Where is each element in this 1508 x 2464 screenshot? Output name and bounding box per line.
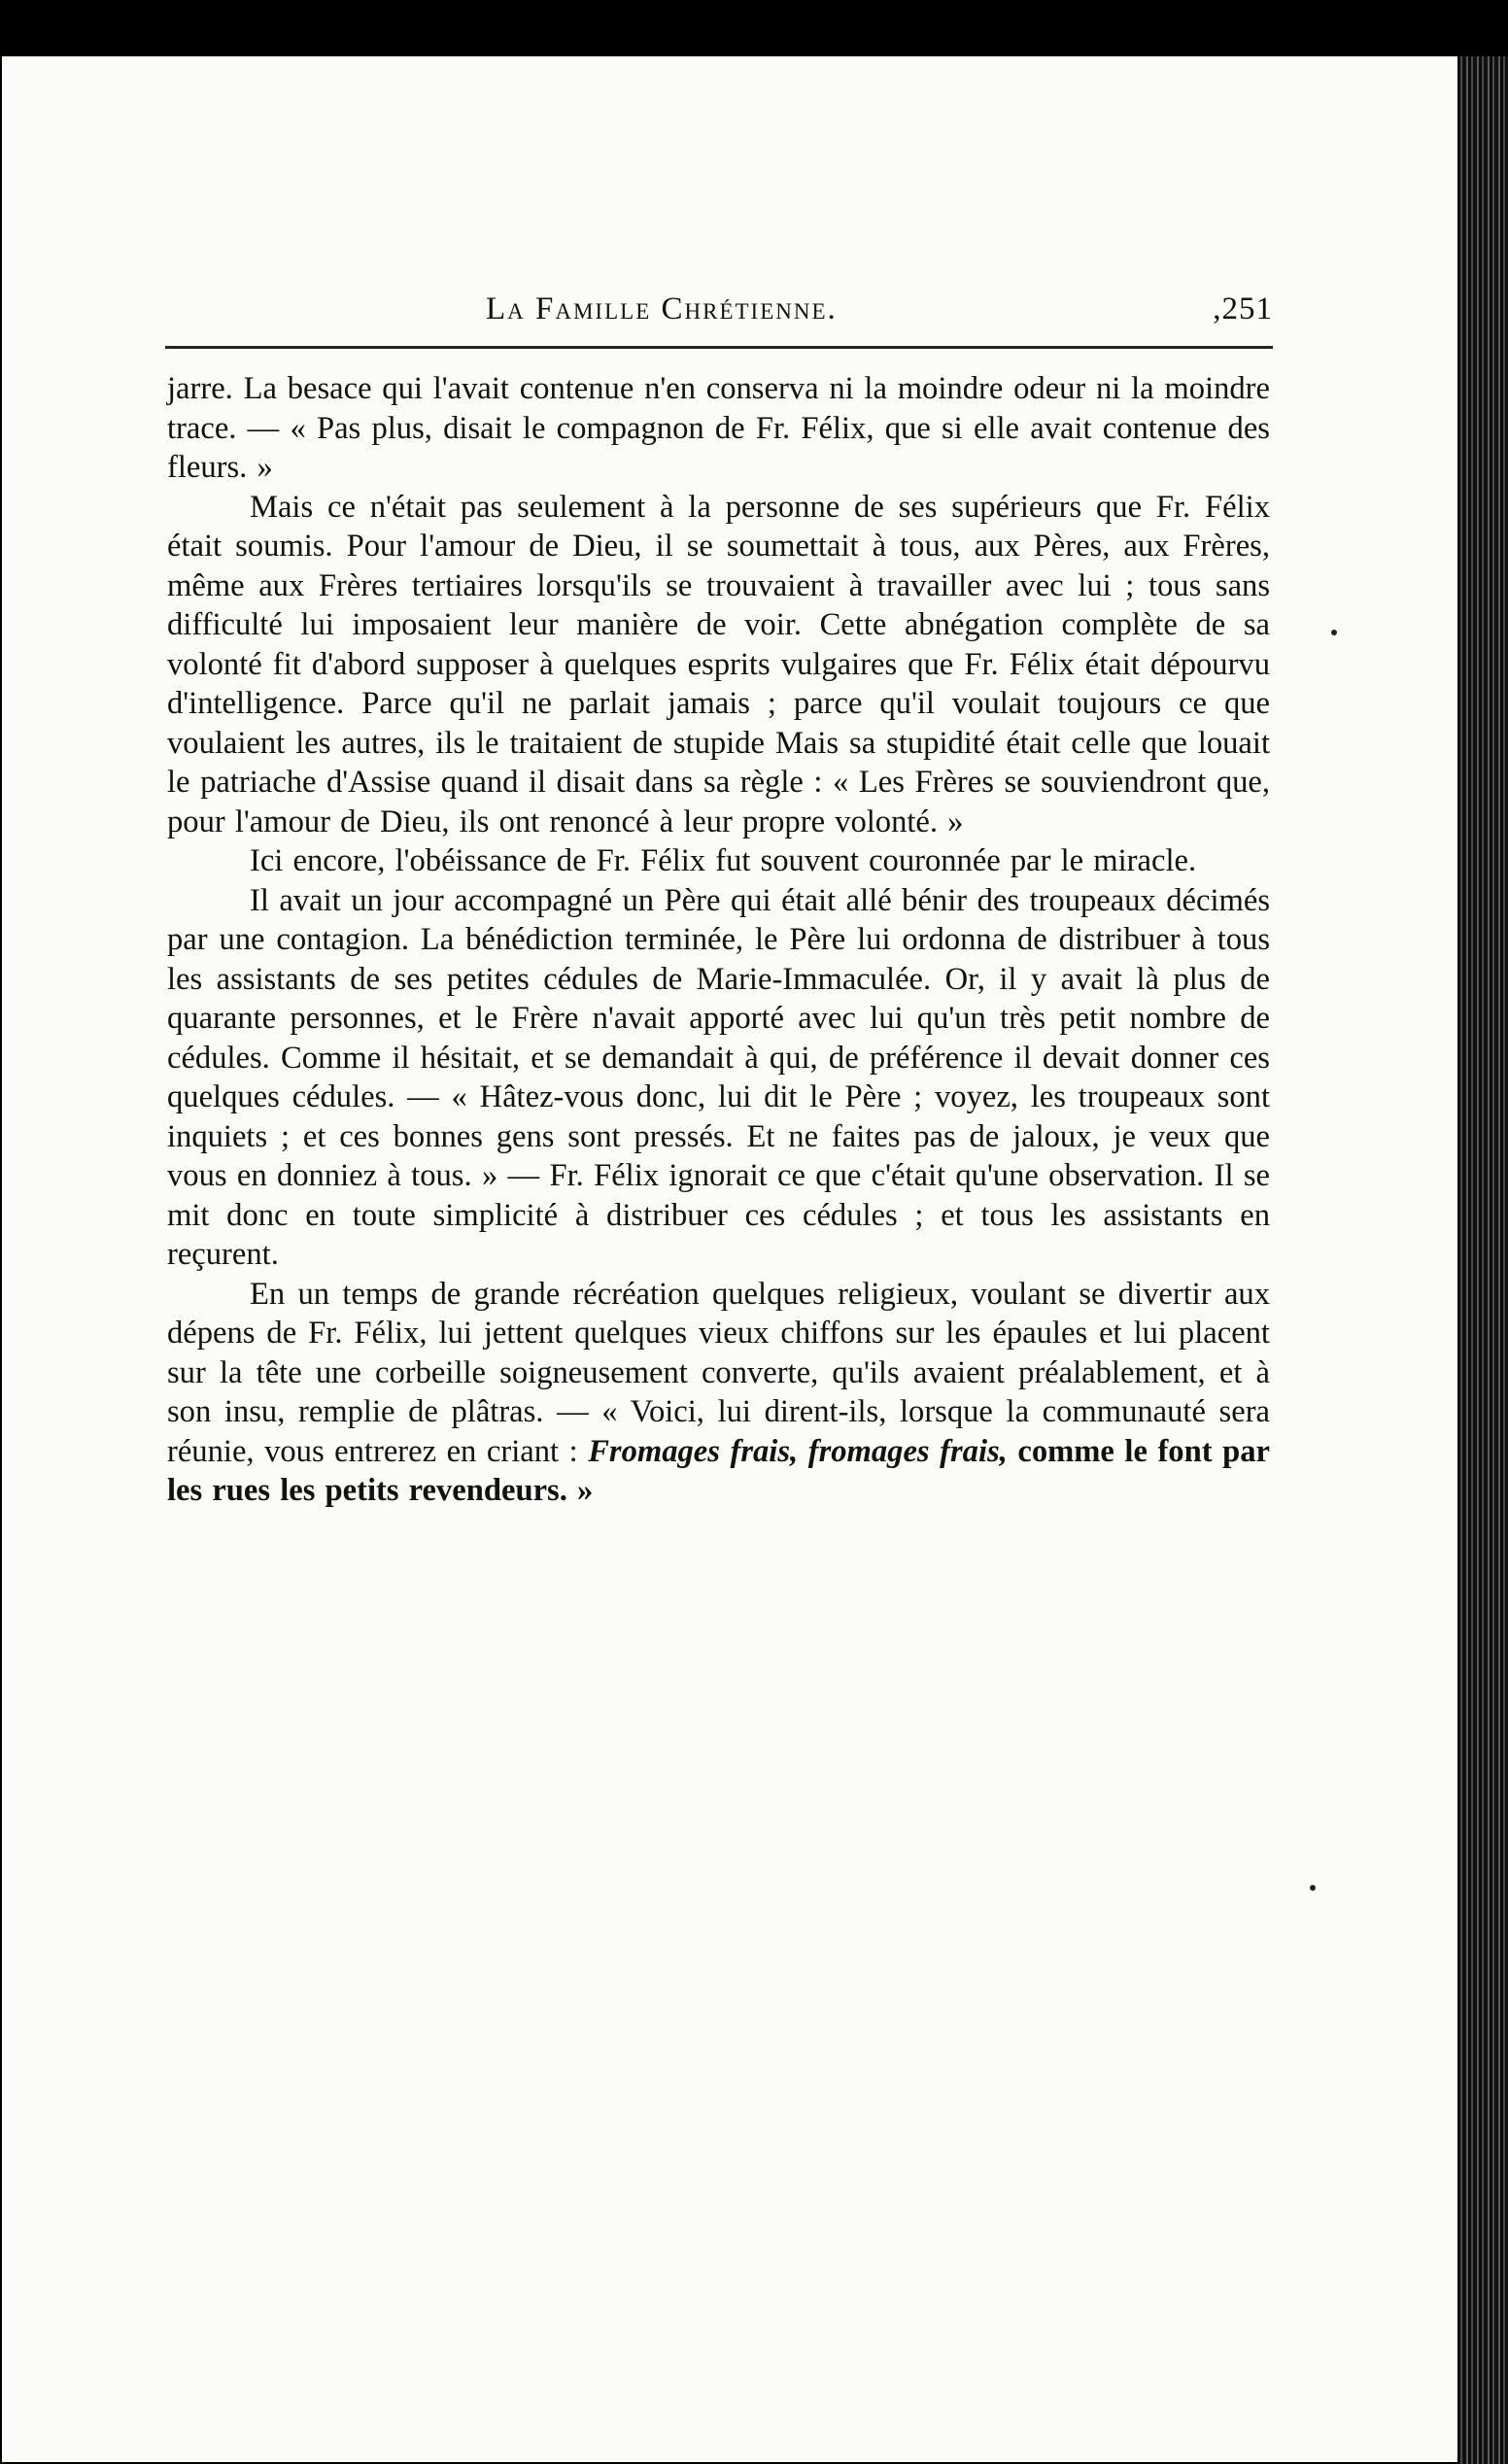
page-number: ,251 <box>1213 291 1273 326</box>
paragraph-cedules: Il avait un jour accompagné un Père qui était allé bénir des troupeaux décimés par une contagion. La bénédiction terminée, le Père lui ordonna de distribuer à tous les assistants de ses petites cédules de Marie-Immaculée. Or, il y avait là plus de quarante personnes, et le Frère n'avait apporté avec lui qu'un très petit nombre de cédules. Comme il hésitait, et se demandait à qui, de préférence il devait donner ces quelques cédules. — « Hâtez-vous donc, lui dit le Père ; voyez, les troupeaux sont inquiets ; et ces bonnes gens sont pressés. Et ne faites pas de jaloux, je veux que vous en donniez à tous. » — Fr. Félix ignorait ce que c'était qu'une observation. Il se mit donc en toute simplicité à distribuer ces cédules ; et tous les assistants en reçurent. <box>167 882 1270 1272</box>
header-rule <box>165 346 1273 349</box>
ink-speck <box>1331 630 1337 635</box>
italic-cry: Fromages frais, fromages frais, <box>588 1433 1008 1469</box>
scan-border-top <box>0 0 1508 56</box>
paragraph-submission: Mais ce n'était pas seulement à la personne de ses supérieurs que Fr. Félix était soumis. Pour l'amour de Dieu, il se soumettait à tous, aux Pères, aux Frères, même aux Frères tertiaires lorsqu'ils se trouvaient à travailler avec lui ; tous sans difficulté lui imposaient leur manière de voir. Cette abnégation complète de sa volonté fit d'abord supposer à quelques esprits vulgaires que Fr. Félix était dépourvu d'intelligence. Parce qu'il ne parlait jamais ; parce qu'il voulait toujours ce que voulaient les autres, ils le traitaient de stupide Mais sa stupidité était celle que louait le patriache d'Assise quand il disait dans sa règle : « Les Frères se souviendront que, pour l'amour de Dieu, ils ont renoncé à leur propre volonté. » <box>167 489 1270 839</box>
paragraph-recreation-tail: comme le font par les rues les petits revendeurs. » <box>167 1433 1270 1508</box>
book-page-edge <box>1457 56 1508 2464</box>
paragraph-continuation: jarre. La besace qui l'avait contenue n'en conserva ni la moindre odeur ni la moindre trace. — « Pas plus, disait le compagnon de Fr. Félix, que si elle avait contenue des fleurs. » <box>167 371 1270 485</box>
paragraph-obedience: Ici encore, l'obéissance de Fr. Félix fut souvent couronnée par le miracle. <box>250 843 1197 878</box>
running-title: La Famille Chrétienne. <box>486 291 838 326</box>
paragraph-recreation-text: En un temps de grande récréation quelques religieux, voulant se divertir aux dépens de Fr. Félix, lui jettent quelques vieux chiffons sur les épaules et lui placent sur la tête une corbeille soigneusement converte, qu'ils avaient préalablement, et à son insu, remplie de plâtras. — « Voici, lui dirent-ils, lorsque la communauté sera réunie, vous entrerez en criant : <box>167 1276 1270 1469</box>
paragraph-recreation <box>167 1275 1270 1511</box>
body-text <box>167 369 1270 1511</box>
running-header <box>165 291 1273 340</box>
ink-speck <box>1310 1885 1316 1891</box>
